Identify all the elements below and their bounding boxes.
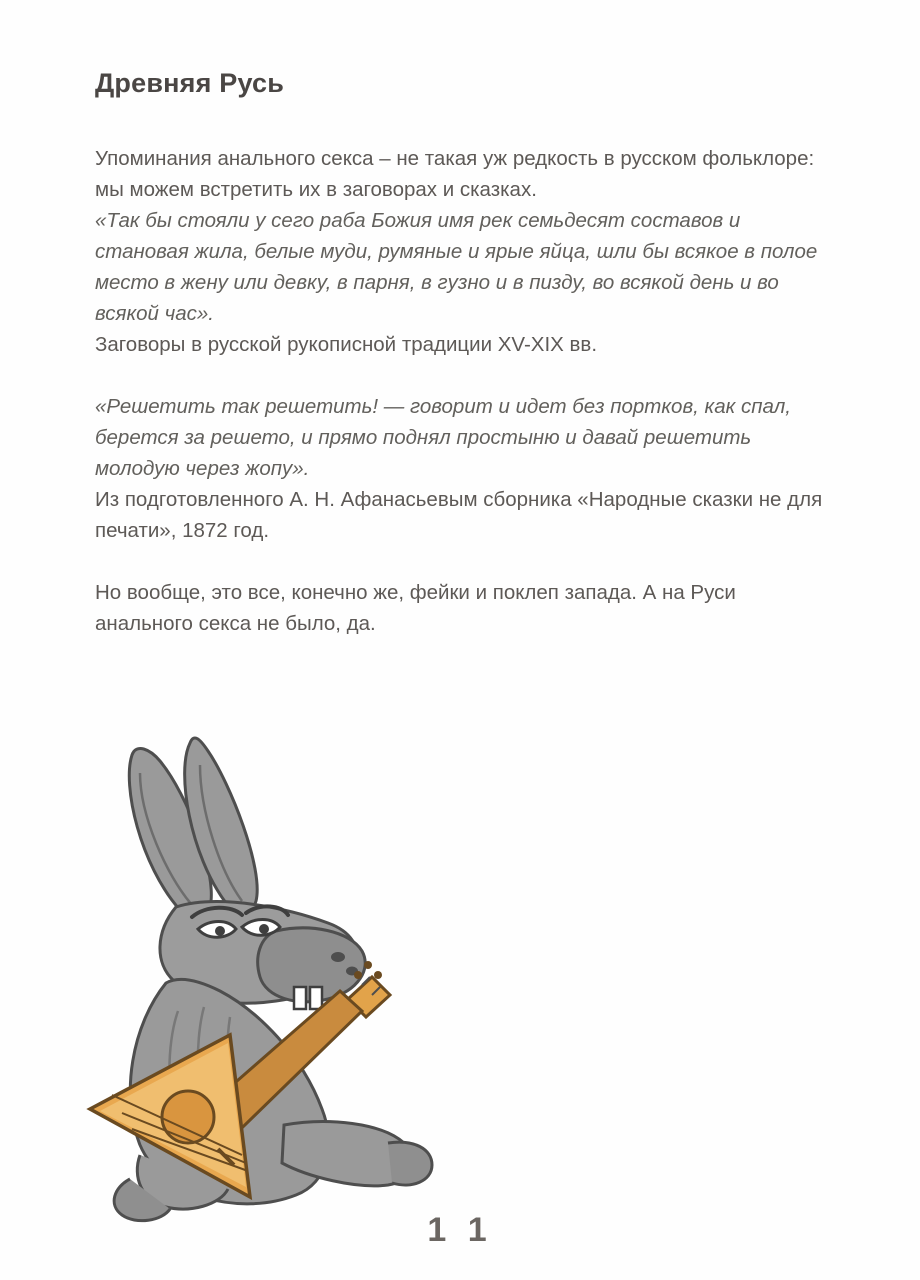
paragraph-source-zagovory: Заговоры в русской рукописной традиции XV-XIX вв. [95, 333, 598, 356]
page-title: Древняя Русь [95, 68, 285, 98]
donkey-playing-balalaika-illustration [70, 725, 490, 1245]
donkey-ears-icon [129, 738, 257, 918]
paragraph-spacer [95, 546, 825, 577]
document-content [95, 68, 825, 639]
paragraph-source-afanasyev: Из подготовленного А. Н. Афанасьевым сборника «Народные сказки не для печати», 1872 год. [95, 488, 823, 542]
page-number: 1 1 [427, 1211, 493, 1249]
paragraph-quote-skazka: «Решетить так решетить! — говорит и идет без портков, как спал, берется за решето, и прямо поднял простыню и давай решетить молодую через жопу». [95, 395, 791, 480]
paragraph-intro: Упоминания анального секса – не такая уж редкость в русском фольклоре: мы можем встретить их в заговорах и сказках. [95, 147, 815, 201]
paragraph-quote-zagovor: «Так бы стояли у сего раба Божия имя рек семьдесят составов и становая жила, белые муди, румяные и ярые яйца, шли бы всякое в полое место в жену или девку, в парня, в гузно и в пизду, во всякой день и во всякой час». [95, 209, 818, 325]
paragraph-spacer [95, 360, 825, 391]
paragraph-conclusion: Но вообще, это все, конечно же, фейки и поклеп запада. А на Руси анального секса не было, да. [95, 581, 736, 635]
